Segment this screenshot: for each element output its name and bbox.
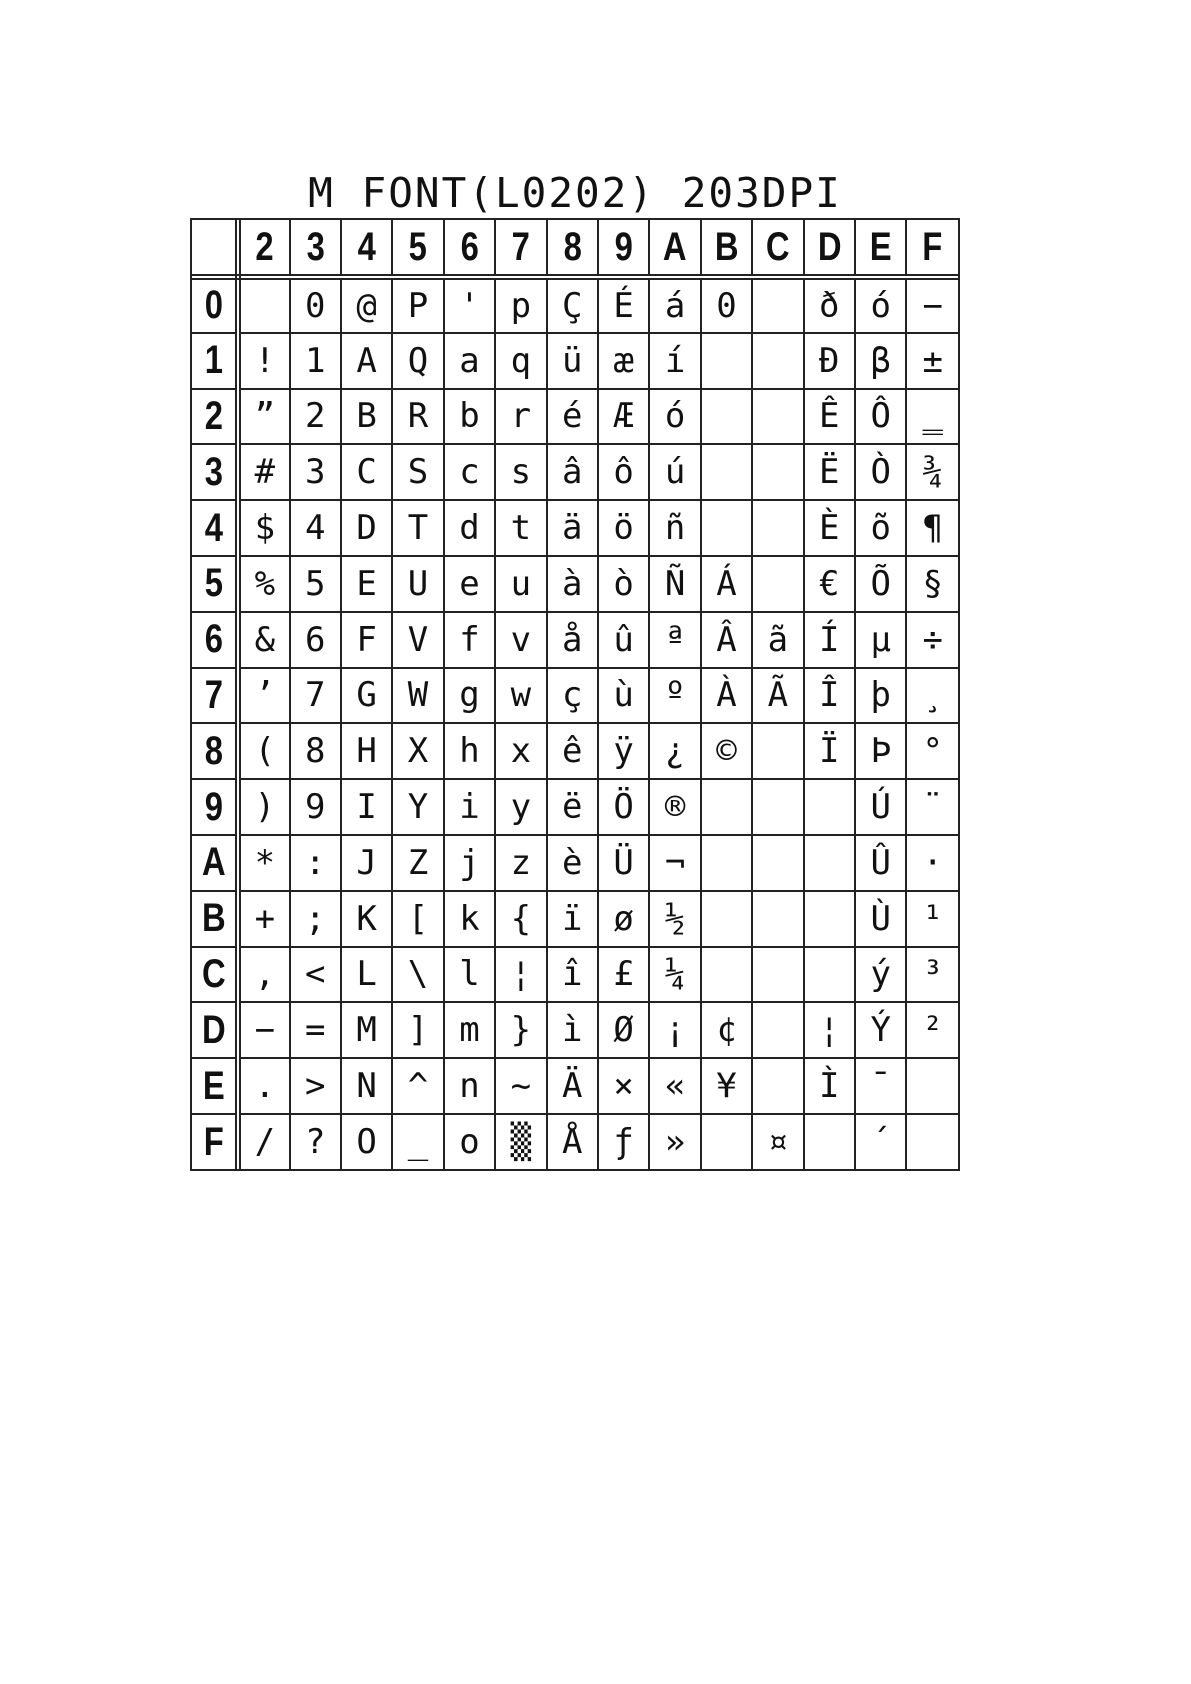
glyph-cell: M: [341, 1002, 392, 1058]
glyph-cell: ;: [290, 891, 341, 947]
glyph-cell: È: [804, 500, 855, 556]
glyph-cell: ë: [547, 779, 598, 835]
glyph-cell: á: [649, 277, 700, 333]
glyph-cell: [701, 835, 752, 891]
glyph-cell: [238, 277, 289, 333]
table-row: [192, 500, 958, 556]
glyph-cell: ¸: [906, 668, 958, 724]
glyph-cell: B: [341, 389, 392, 445]
table-row: [192, 612, 958, 668]
glyph-cell: [752, 389, 803, 445]
row-header: 2: [196, 389, 234, 445]
glyph-cell: v: [495, 612, 546, 668]
table-row: [192, 277, 958, 333]
glyph-cell: ¬: [649, 835, 700, 891]
glyph-cell: A: [341, 333, 392, 389]
row-header: 3: [196, 444, 234, 500]
glyph-cell: ▒: [495, 1114, 546, 1170]
glyph-cell: O: [341, 1114, 392, 1170]
glyph-cell: 6: [290, 612, 341, 668]
glyph-cell: 1: [290, 333, 341, 389]
glyph-cell: ê: [547, 723, 598, 779]
glyph-cell: €: [804, 556, 855, 612]
glyph-cell: L: [341, 947, 392, 1003]
glyph-cell: n: [444, 1058, 495, 1114]
glyph-cell: j: [444, 835, 495, 891]
row-header: 7: [196, 668, 234, 724]
glyph-cell: [752, 444, 803, 500]
glyph-cell: F: [341, 612, 392, 668]
glyph-cell: ,: [238, 947, 289, 1003]
row-header: 1: [196, 333, 234, 389]
glyph-cell: [701, 500, 752, 556]
table-row: [192, 1058, 958, 1114]
glyph-cell: ±: [906, 333, 958, 389]
glyph-cell: C: [341, 444, 392, 500]
glyph-cell: æ: [598, 333, 649, 389]
glyph-cell: 0: [701, 277, 752, 333]
glyph-cell: Õ: [855, 556, 906, 612]
glyph-cell: 8: [290, 723, 341, 779]
row-header: 5: [196, 556, 234, 612]
glyph-cell: #: [238, 444, 289, 500]
glyph-cell: ^: [392, 1058, 443, 1114]
glyph-cell: Ä: [547, 1058, 598, 1114]
glyph-cell: ñ: [649, 500, 700, 556]
glyph-cell: ä: [547, 500, 598, 556]
column-header: 9: [603, 220, 645, 277]
glyph-cell: ¨: [906, 779, 958, 835]
glyph-cell: [701, 389, 752, 445]
glyph-cell: 3: [290, 444, 341, 500]
glyph-cell: ÿ: [598, 723, 649, 779]
glyph-cell: i: [444, 779, 495, 835]
glyph-cell: Á: [701, 556, 752, 612]
glyph-cell: d: [444, 500, 495, 556]
glyph-cell: 0: [290, 277, 341, 333]
glyph-cell: [752, 556, 803, 612]
glyph-cell: [752, 779, 803, 835]
column-header: F: [911, 220, 953, 277]
glyph-cell: ç: [547, 668, 598, 724]
glyph-cell: g: [444, 668, 495, 724]
table-row: [192, 835, 958, 891]
glyph-cell: å: [547, 612, 598, 668]
glyph-cell: P: [392, 277, 443, 333]
column-header: A: [654, 220, 696, 277]
glyph-cell: ?: [290, 1114, 341, 1170]
glyph-cell: m: [444, 1002, 495, 1058]
glyph-cell: [804, 779, 855, 835]
glyph-cell: h: [444, 723, 495, 779]
glyph-cell: ]: [392, 1002, 443, 1058]
glyph-cell: 2: [290, 389, 341, 445]
glyph-cell: õ: [855, 500, 906, 556]
column-header: 7: [500, 220, 542, 277]
glyph-cell: c: [444, 444, 495, 500]
glyph-cell: ù: [598, 668, 649, 724]
glyph-cell: Æ: [598, 389, 649, 445]
glyph-cell: Å: [547, 1114, 598, 1170]
column-header: 2: [243, 220, 285, 277]
glyph-cell: ¹: [906, 891, 958, 947]
table-row: [192, 1002, 958, 1058]
glyph-cell: l: [444, 947, 495, 1003]
row-header: F: [196, 1114, 234, 1170]
page-title: M FONT(L0202) 203DPI: [308, 169, 842, 217]
glyph-cell: :: [290, 835, 341, 891]
row-header: 4: [196, 500, 234, 556]
glyph-cell: Î: [804, 668, 855, 724]
glyph-cell: ®: [649, 779, 700, 835]
glyph-cell: »: [649, 1114, 700, 1170]
glyph-cell: [701, 779, 752, 835]
column-header: 6: [448, 220, 490, 277]
glyph-cell: [701, 333, 752, 389]
glyph-cell: +: [238, 891, 289, 947]
glyph-cell: Y: [392, 779, 443, 835]
glyph-cell: a: [444, 333, 495, 389]
glyph-cell: R: [392, 389, 443, 445]
table-row: [192, 723, 958, 779]
glyph-cell: ø: [598, 891, 649, 947]
glyph-cell: ½: [649, 891, 700, 947]
glyph-cell: Ö: [598, 779, 649, 835]
glyph-cell: ¥: [701, 1058, 752, 1114]
glyph-cell: ó: [649, 389, 700, 445]
glyph-cell: ”: [238, 389, 289, 445]
glyph-cell: f: [444, 612, 495, 668]
glyph-cell: b: [444, 389, 495, 445]
glyph-cell: [752, 1058, 803, 1114]
glyph-cell: [701, 444, 752, 500]
table-row: [192, 389, 958, 445]
row-header: 8: [196, 723, 234, 779]
glyph-cell: /: [238, 1114, 289, 1170]
glyph-cell: ó: [855, 277, 906, 333]
glyph-cell: Ê: [804, 389, 855, 445]
glyph-cell: ¦: [804, 1002, 855, 1058]
glyph-cell: .: [238, 1058, 289, 1114]
glyph-cell: [701, 1114, 752, 1170]
glyph-cell: ú: [649, 444, 700, 500]
glyph-cell: 9: [290, 779, 341, 835]
glyph-cell: Ï: [804, 723, 855, 779]
glyph-cell: 4: [290, 500, 341, 556]
column-header: D: [808, 220, 850, 277]
glyph-cell: ‗: [906, 389, 958, 445]
glyph-cell: −: [906, 277, 958, 333]
glyph-cell: Ù: [855, 891, 906, 947]
glyph-cell: J: [341, 835, 392, 891]
glyph-cell: <: [290, 947, 341, 1003]
glyph-cell: %: [238, 556, 289, 612]
glyph-cell: ¼: [649, 947, 700, 1003]
glyph-cell: [752, 947, 803, 1003]
glyph-cell: ¦: [495, 947, 546, 1003]
glyph-cell: u: [495, 556, 546, 612]
glyph-cell: [804, 891, 855, 947]
glyph-cell: Û: [855, 835, 906, 891]
glyph-cell: β: [855, 333, 906, 389]
glyph-cell: â: [547, 444, 598, 500]
glyph-cell: Ò: [855, 444, 906, 500]
glyph-cell: ~: [495, 1058, 546, 1114]
glyph-cell: [752, 333, 803, 389]
glyph-cell: H: [341, 723, 392, 779]
glyph-cell: è: [547, 835, 598, 891]
glyph-cell: Ì: [804, 1058, 855, 1114]
glyph-cell: *: [238, 835, 289, 891]
row-header: C: [196, 947, 234, 1003]
glyph-cell: Þ: [855, 723, 906, 779]
glyph-cell: Ø: [598, 1002, 649, 1058]
glyph-cell: −: [238, 1002, 289, 1058]
glyph-cell: \: [392, 947, 443, 1003]
table-row: [192, 556, 958, 612]
glyph-cell: e: [444, 556, 495, 612]
glyph-cell: U: [392, 556, 443, 612]
glyph-cell: ¤: [752, 1114, 803, 1170]
glyph-cell: x: [495, 723, 546, 779]
glyph-cell: 7: [290, 668, 341, 724]
glyph-cell: [752, 891, 803, 947]
glyph-cell: [752, 277, 803, 333]
glyph-cell: ï: [547, 891, 598, 947]
table-row: [192, 779, 958, 835]
glyph-cell: >: [290, 1058, 341, 1114]
glyph-cell: ð: [804, 277, 855, 333]
glyph-cell: z: [495, 835, 546, 891]
table-row: [192, 668, 958, 724]
column-header: C: [757, 220, 799, 277]
glyph-cell: ƒ: [598, 1114, 649, 1170]
glyph-cell: î: [547, 947, 598, 1003]
glyph-cell: (: [238, 723, 289, 779]
column-header: 3: [294, 220, 336, 277]
glyph-cell: ã: [752, 612, 803, 668]
glyph-cell: É: [598, 277, 649, 333]
glyph-cell: W: [392, 668, 443, 724]
glyph-cell: S: [392, 444, 443, 500]
glyph-cell: ¿: [649, 723, 700, 779]
row-header: 6: [196, 612, 234, 668]
glyph-cell: o: [444, 1114, 495, 1170]
row-header: 0: [196, 277, 234, 333]
column-header: 4: [346, 220, 388, 277]
glyph-cell: [906, 1114, 958, 1170]
glyph-cell: Ç: [547, 277, 598, 333]
glyph-cell: Ý: [855, 1002, 906, 1058]
glyph-cell: ü: [547, 333, 598, 389]
character-table: [190, 218, 960, 1171]
glyph-cell: r: [495, 389, 546, 445]
glyph-cell: £: [598, 947, 649, 1003]
glyph-cell: k: [444, 891, 495, 947]
table-row: [192, 947, 958, 1003]
glyph-cell: ª: [649, 612, 700, 668]
glyph-cell: ': [444, 277, 495, 333]
glyph-cell: ’: [238, 668, 289, 724]
glyph-cell: §: [906, 556, 958, 612]
glyph-cell: à: [547, 556, 598, 612]
glyph-cell: =: [290, 1002, 341, 1058]
glyph-cell: Ë: [804, 444, 855, 500]
glyph-cell: [752, 835, 803, 891]
glyph-cell: [752, 1002, 803, 1058]
glyph-cell: ·: [906, 835, 958, 891]
glyph-cell: @: [341, 277, 392, 333]
glyph-cell: I: [341, 779, 392, 835]
glyph-cell: ): [238, 779, 289, 835]
glyph-cell: }: [495, 1002, 546, 1058]
glyph-cell: ÷: [906, 612, 958, 668]
glyph-cell: þ: [855, 668, 906, 724]
glyph-cell: ¡: [649, 1002, 700, 1058]
glyph-cell: ò: [598, 556, 649, 612]
glyph-cell: ³: [906, 947, 958, 1003]
table-corner: [192, 220, 238, 277]
glyph-cell: ¢: [701, 1002, 752, 1058]
glyph-cell: N: [341, 1058, 392, 1114]
glyph-cell: Â: [701, 612, 752, 668]
glyph-cell: [701, 891, 752, 947]
row-header: D: [196, 1002, 234, 1058]
glyph-cell: K: [341, 891, 392, 947]
glyph-cell: y: [495, 779, 546, 835]
glyph-cell: !: [238, 333, 289, 389]
glyph-cell: ¯: [855, 1058, 906, 1114]
glyph-cell: [752, 723, 803, 779]
glyph-cell: $: [238, 500, 289, 556]
row-header: 9: [196, 779, 234, 835]
glyph-cell: E: [341, 556, 392, 612]
table-row: [192, 333, 958, 389]
glyph-cell: Ã: [752, 668, 803, 724]
glyph-cell: ©: [701, 723, 752, 779]
glyph-cell: [804, 1114, 855, 1170]
glyph-cell: «: [649, 1058, 700, 1114]
glyph-cell: Q: [392, 333, 443, 389]
column-header: B: [705, 220, 747, 277]
glyph-cell: _: [392, 1114, 443, 1170]
glyph-cell: ¾: [906, 444, 958, 500]
glyph-cell: ¶: [906, 500, 958, 556]
glyph-cell: t: [495, 500, 546, 556]
table-row: [192, 444, 958, 500]
glyph-cell: ´: [855, 1114, 906, 1170]
column-header: 8: [551, 220, 593, 277]
glyph-cell: Ô: [855, 389, 906, 445]
glyph-cell: ×: [598, 1058, 649, 1114]
row-header: E: [196, 1058, 234, 1114]
glyph-cell: µ: [855, 612, 906, 668]
glyph-cell: ö: [598, 500, 649, 556]
glyph-cell: °: [906, 723, 958, 779]
glyph-cell: w: [495, 668, 546, 724]
glyph-cell: Đ: [804, 333, 855, 389]
glyph-cell: V: [392, 612, 443, 668]
glyph-cell: D: [341, 500, 392, 556]
glyph-cell: [701, 947, 752, 1003]
glyph-cell: Ú: [855, 779, 906, 835]
table-body: [192, 277, 958, 1170]
glyph-cell: ì: [547, 1002, 598, 1058]
glyph-cell: q: [495, 333, 546, 389]
glyph-cell: p: [495, 277, 546, 333]
row-header: A: [196, 835, 234, 891]
glyph-cell: û: [598, 612, 649, 668]
glyph-cell: í: [649, 333, 700, 389]
glyph-cell: [804, 947, 855, 1003]
glyph-cell: [804, 835, 855, 891]
glyph-cell: Ñ: [649, 556, 700, 612]
table-row: [192, 891, 958, 947]
glyph-cell: é: [547, 389, 598, 445]
glyph-cell: ²: [906, 1002, 958, 1058]
row-header: B: [196, 891, 234, 947]
glyph-cell: Í: [804, 612, 855, 668]
glyph-cell: Ü: [598, 835, 649, 891]
glyph-cell: [: [392, 891, 443, 947]
glyph-cell: G: [341, 668, 392, 724]
glyph-cell: &: [238, 612, 289, 668]
glyph-cell: ý: [855, 947, 906, 1003]
column-header: E: [860, 220, 902, 277]
glyph-cell: º: [649, 668, 700, 724]
glyph-cell: T: [392, 500, 443, 556]
table-row: [192, 1114, 958, 1170]
glyph-cell: [906, 1058, 958, 1114]
column-header: 5: [397, 220, 439, 277]
glyph-cell: ô: [598, 444, 649, 500]
glyph-cell: À: [701, 668, 752, 724]
glyph-cell: [752, 500, 803, 556]
glyph-cell: Z: [392, 835, 443, 891]
glyph-cell: {: [495, 891, 546, 947]
glyph-cell: X: [392, 723, 443, 779]
column-header-row: [192, 220, 958, 277]
glyph-cell: 5: [290, 556, 341, 612]
glyph-cell: s: [495, 444, 546, 500]
